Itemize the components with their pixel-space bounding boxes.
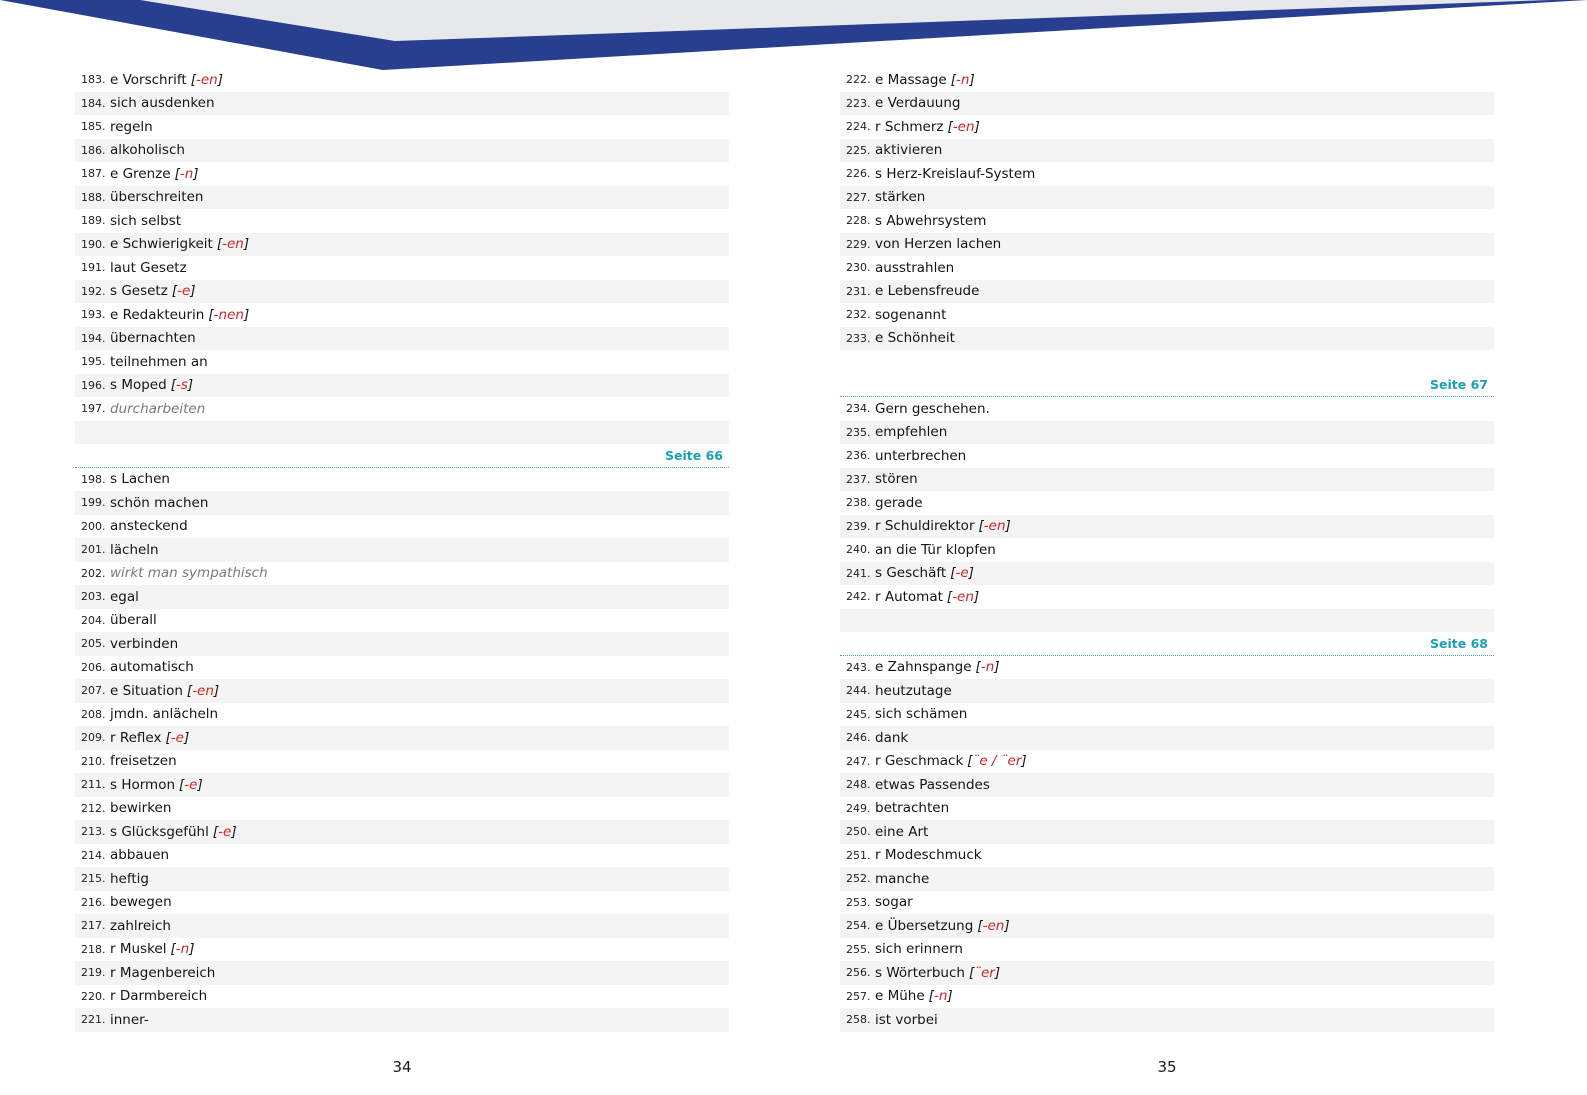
plural-form: [-e] [171,283,196,300]
entry-number: 213. [81,825,106,839]
plural-form: [-en] [978,518,1011,535]
entry-number: 192. [81,284,106,298]
entry-number: 227. [846,190,871,204]
plural-form: [¨e / ¨er] [967,753,1027,770]
entry-term: inner- [110,1011,149,1028]
plural-suffix: -n [933,988,948,1005]
vocab-entry-row [75,891,729,915]
entry-number: 212. [81,801,106,815]
plural-suffix: -nen [213,306,244,323]
blank-row [75,421,729,445]
entry-term: lächeln [110,541,159,558]
entry-number: 218. [81,942,106,956]
entry-number: 223. [846,96,871,110]
blank-row [840,350,1494,374]
vocab-entry-row [75,656,729,680]
entry-term: laut Gesetz [110,259,187,276]
vocab-entry-row [840,562,1494,586]
entry-term: ansteckend [110,518,188,535]
entry-term: sogar [875,894,913,911]
entry-term: bewirken [110,800,172,817]
plural-form: [-e] [179,776,203,793]
entry-number: 237. [846,472,871,486]
entry-number: 210. [81,754,106,768]
plural-suffix: -en [982,917,1005,934]
plural-suffix: -e [177,283,191,300]
entry-number: 246. [846,731,871,745]
entry-term: teilnehmen an [110,353,208,370]
entry-term: eine Art [875,823,929,840]
entry-number: 240. [846,543,871,557]
entry-term: dank [875,729,909,746]
vocab-entry-row [75,374,729,398]
entry-term: wirkt man sympathisch [110,565,268,582]
entry-number: 202. [81,566,106,580]
entry-term: stärken [875,189,926,206]
entry-term: bewegen [110,894,172,911]
plural-form: [-en] [186,682,220,699]
vocab-entry-row [75,186,729,210]
entry-number: 184. [81,96,106,110]
entry-number: 245. [846,707,871,721]
entry-number: 238. [846,496,871,510]
entry-term: an die Tür klopfen [875,541,996,558]
plural-form: [-en] [946,588,980,605]
entry-term: unterbrechen [875,447,967,464]
entry-number: 250. [846,825,871,839]
entry-number: 248. [846,778,871,792]
plural-form: [-n] [170,941,195,958]
vocab-entry-row [75,162,729,186]
entry-number: 228. [846,214,871,228]
entry-term: regeln [110,118,153,135]
vocab-entry-row [75,985,729,1009]
entry-number: 239. [846,519,871,533]
vocab-entry-row [75,209,729,233]
entry-term: s Wörterbuch [875,964,965,981]
vocab-entry-row [840,726,1494,750]
entry-term: r Automat [875,588,943,605]
entry-number: 219. [81,966,106,980]
plural-form: [-n] [975,659,1000,676]
vocab-entry-row [840,914,1494,938]
vocab-entry-row [840,585,1494,609]
plural-suffix: -en [952,588,974,605]
entry-term: r Schuldirektor [875,518,975,535]
vocab-entry-row [75,515,729,539]
entry-number: 198. [81,472,106,486]
vocab-entry-row [75,938,729,962]
vocab-entry-row [75,491,729,515]
entry-term: heftig [110,870,149,887]
section-label: Seite 67 [1430,377,1488,393]
entry-term: empfehlen [875,424,948,441]
entry-number: 217. [81,919,106,933]
entry-number: 235. [846,425,871,439]
entry-term: e Grenze [110,165,171,182]
entry-number: 231. [846,284,871,298]
entry-term: Gern geschehen. [875,400,990,417]
entry-term: heutzutage [875,682,952,699]
vocab-entry-row [75,609,729,633]
entry-number: 253. [846,895,871,909]
entry-number: 191. [81,261,106,275]
entry-term: e Vorschrift [110,71,187,88]
entry-number: 186. [81,143,106,157]
vocab-entry-row [75,562,729,586]
vocab-entry-row [75,820,729,844]
entry-term: zahlreich [110,917,171,934]
entry-number: 255. [846,942,871,956]
vocab-entry-row [840,867,1494,891]
entry-term: s Moped [110,377,167,394]
entry-number: 221. [81,1013,106,1027]
entry-number: 209. [81,731,106,745]
entry-term: manche [875,870,930,887]
entry-term: s Geschäft [875,565,947,582]
vocab-entry-row [75,68,729,92]
left-page-number: 34 [392,1058,412,1076]
vocab-entry-row [75,139,729,163]
entry-number: 258. [846,1013,871,1027]
vocab-entry-row [840,68,1494,92]
entry-term: s Herz-Kreislauf-System [875,165,1036,182]
entry-number: 203. [81,590,106,604]
plural-form: [-en] [190,71,224,88]
plural-suffix: -n [956,71,970,88]
entry-term: schön machen [110,494,209,511]
entry-number: 244. [846,684,871,698]
entry-number: 225. [846,143,871,157]
vocab-entry-row [75,350,729,374]
vocab-entry-row [840,256,1494,280]
plural-suffix: ¨e / ¨er [972,753,1022,770]
entry-number: 183. [81,73,106,87]
entry-number: 188. [81,190,106,204]
plural-suffix: -e [955,565,969,582]
vocab-entry-row [75,961,729,985]
entry-term: übernachten [110,330,196,347]
entry-term: e Situation [110,682,183,699]
plural-suffix: -en [952,118,975,135]
entry-number: 251. [846,848,871,862]
entry-number: 211. [81,778,106,792]
vocab-entry-row [840,444,1494,468]
plural-form: [-e] [212,823,237,840]
entry-term: e Massage [875,71,947,88]
plural-suffix: ¨er [974,964,995,981]
plural-form: [-n] [950,71,975,88]
entry-number: 256. [846,966,871,980]
entry-number: 195. [81,355,106,369]
entry-number: 247. [846,754,871,768]
entry-number: 232. [846,308,871,322]
vocab-entry-row [75,233,729,257]
entry-term: r Modeschmuck [875,847,982,864]
vocab-entry-row [75,327,729,351]
plural-suffix: -e [184,776,198,793]
plural-form: [-en] [216,236,250,253]
entry-number: 257. [846,989,871,1003]
vocab-entry-row [75,867,729,891]
entry-term: e Redakteurin [110,306,205,323]
vocab-entry-row [75,256,729,280]
section-header [840,632,1494,656]
entry-term: sich selbst [110,212,182,229]
entry-term: e Schönheit [875,330,955,347]
entry-term: alkoholisch [110,142,185,159]
vocab-entry-row [840,303,1494,327]
vocab-entry-row [840,280,1494,304]
entry-term: e Übersetzung [875,917,974,934]
plural-suffix: -en [983,518,1006,535]
vocab-entry-row [75,92,729,116]
left-vocabulary-column [75,68,729,1032]
entry-term: sich erinnern [875,941,963,958]
section-header [840,374,1494,398]
vocab-entry-row [840,820,1494,844]
entry-number: 215. [81,872,106,886]
vocab-entry-row [75,303,729,327]
entry-term: r Magenbereich [110,964,216,981]
entry-term: freisetzen [110,753,177,770]
entry-number: 252. [846,872,871,886]
entry-number: 201. [81,543,106,557]
entry-term: stören [875,471,918,488]
entry-number: 224. [846,120,871,134]
entry-term: r Darmbereich [110,988,208,1005]
vocab-entry-row [75,703,729,727]
vocab-entry-row [840,538,1494,562]
vocab-entry-row [840,515,1494,539]
vocab-entry-row [75,632,729,656]
vocab-entry-row [840,1008,1494,1032]
entry-term: sich ausdenken [110,95,215,112]
vocab-entry-row [840,92,1494,116]
plural-suffix: -n [175,941,190,958]
entry-term: e Verdauung [875,95,961,112]
plural-suffix: -e [218,823,232,840]
entry-number: 207. [81,684,106,698]
vocab-entry-row [75,468,729,492]
vocab-entry-row [75,914,729,938]
vocab-entry-row [75,115,729,139]
entry-number: 222. [846,73,871,87]
entry-number: 242. [846,590,871,604]
entry-number: 206. [81,660,106,674]
entry-term: r Reflex [110,729,162,746]
entry-number: 226. [846,167,871,181]
vocab-entry-row [840,421,1494,445]
vocab-entry-row [840,750,1494,774]
entry-term: e Schwierigkeit [110,236,213,253]
plural-form: [-n] [174,165,199,182]
entry-term: jmdn. anlächeln [110,706,219,723]
vocab-entry-row [840,773,1494,797]
vocab-entry-row [840,397,1494,421]
entry-term: ist vorbei [875,1011,938,1028]
vocab-entry-row [840,679,1494,703]
vocab-entry-row [75,726,729,750]
entry-number: 194. [81,331,106,345]
vocab-entry-row [75,750,729,774]
entry-number: 241. [846,566,871,580]
entry-term: egal [110,588,139,605]
entry-term: abbauen [110,847,170,864]
vocab-entry-row [840,656,1494,680]
section-label: Seite 68 [1430,635,1488,651]
entry-number: 254. [846,919,871,933]
entry-term: überall [110,612,157,629]
entry-number: 249. [846,801,871,815]
entry-number: 205. [81,637,106,651]
vocab-entry-row [75,397,729,421]
plural-suffix: -e [170,729,184,746]
vocab-entry-row [840,327,1494,351]
entry-term: sich schämen [875,706,968,723]
entry-term: automatisch [110,659,194,676]
entry-number: 216. [81,895,106,909]
entry-number: 199. [81,496,106,510]
vocab-entry-row [75,773,729,797]
entry-term: ausstrahlen [875,259,955,276]
plural-form: [-nen] [208,306,250,323]
entry-term: e Zahnspange [875,659,972,676]
entry-term: betrachten [875,800,950,817]
entry-number: 193. [81,308,106,322]
entry-term: r Geschmack [875,753,964,770]
entry-term: s Gesetz [110,283,168,300]
plural-form: [-e] [950,565,974,582]
vocab-entry-row [840,844,1494,868]
entry-number: 243. [846,660,871,674]
entry-term: s Glücksgefühl [110,823,209,840]
section-header [75,444,729,468]
vocab-entry-row [840,938,1494,962]
entry-number: 187. [81,167,106,181]
entry-term: e Mühe [875,988,925,1005]
plural-form: [-en] [947,118,980,135]
entry-term: r Schmerz [875,118,944,135]
vocab-entry-row [75,797,729,821]
plural-form: [-n] [928,988,953,1005]
vocab-entry-row [840,468,1494,492]
vocab-entry-row [75,1008,729,1032]
vocab-entry-row [840,985,1494,1009]
entry-number: 230. [846,261,871,275]
plural-suffix: -s [175,377,188,394]
plural-form: [-s] [170,377,194,394]
plural-suffix: -en [196,71,218,88]
right-page-number: 35 [1157,1058,1177,1076]
entry-number: 214. [81,848,106,862]
right-vocabulary-column [840,68,1494,1032]
vocab-entry-row [75,844,729,868]
plural-suffix: -en [192,682,214,699]
entry-term: sogenannt [875,306,947,323]
plural-suffix: -n [980,659,995,676]
entry-number: 190. [81,237,106,251]
section-label: Seite 66 [665,447,723,463]
vocab-entry-row [840,703,1494,727]
vocab-entry-row [840,115,1494,139]
entry-number: 200. [81,519,106,533]
header-banner-graphic [0,0,1587,75]
entry-term: gerade [875,494,923,511]
entry-number: 229. [846,237,871,251]
entry-number: 220. [81,989,106,1003]
entry-term: s Hormon [110,776,176,793]
vocab-entry-row [75,679,729,703]
vocab-entry-row [840,491,1494,515]
entry-term: überschreiten [110,189,204,206]
blank-row [840,609,1494,633]
entry-number: 185. [81,120,106,134]
entry-number: 233. [846,331,871,345]
entry-term: s Abwehrsystem [875,212,987,229]
entry-term: etwas Passendes [875,776,990,793]
entry-number: 208. [81,707,106,721]
plural-form: [-e] [165,729,190,746]
vocab-entry-row [75,538,729,562]
plural-form: [-en] [977,917,1010,934]
vocab-entry-row [840,797,1494,821]
vocab-entry-row [75,585,729,609]
vocab-entry-row [840,891,1494,915]
entry-term: s Lachen [110,471,170,488]
entry-number: 197. [81,402,106,416]
entry-term: e Lebensfreude [875,283,980,300]
vocab-entry-row [840,233,1494,257]
vocab-entry-row [840,186,1494,210]
entry-term: r Muskel [110,941,167,958]
entry-number: 236. [846,449,871,463]
vocab-entry-row [840,961,1494,985]
entry-term: aktivieren [875,142,943,159]
entry-term: verbinden [110,635,179,652]
plural-suffix: -en [222,236,244,253]
vocab-entry-row [840,139,1494,163]
entry-number: 196. [81,378,106,392]
entry-number: 234. [846,402,871,416]
vocab-entry-row [75,280,729,304]
entry-number: 204. [81,613,106,627]
vocab-entry-row [840,162,1494,186]
entry-term: durcharbeiten [110,400,206,417]
entry-term: von Herzen lachen [875,236,1002,253]
vocab-entry-row [840,209,1494,233]
plural-suffix: -n [179,165,194,182]
entry-number: 189. [81,214,106,228]
plural-form: [¨er] [968,964,1001,981]
